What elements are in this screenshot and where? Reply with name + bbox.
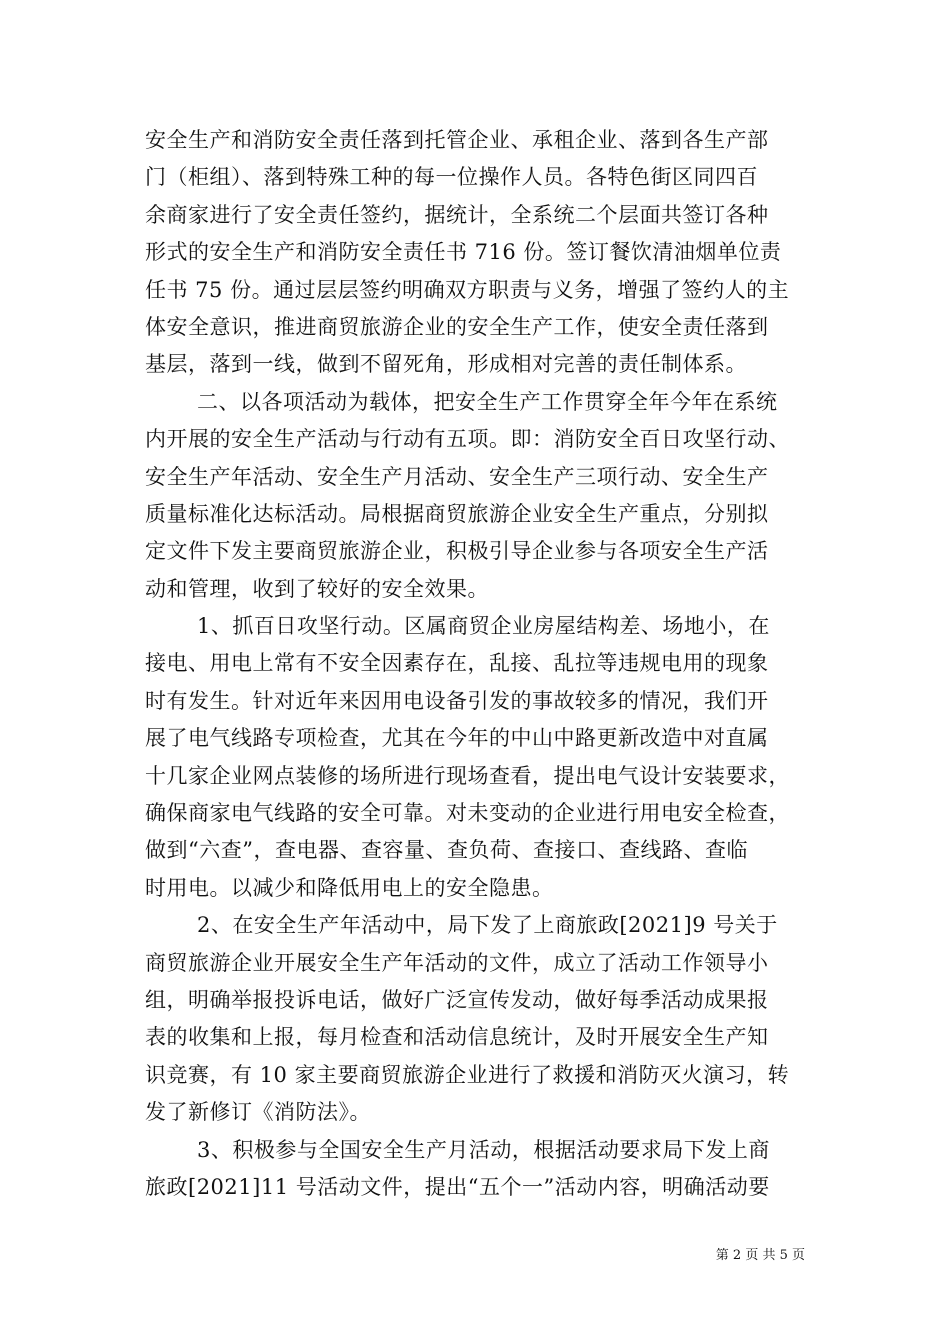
text-line: 接电、用电上常有不安全因素存在，乱接、乱拉等违规电用的现象 xyxy=(145,651,769,676)
text-line: 2、在安全生产年活动中，局下发了上商旅政[2021]9 号关于 xyxy=(197,913,778,938)
text-line: 体安全意识，推进商贸旅游企业的安全生产工作，使安全责任落到 xyxy=(145,314,769,339)
text-line: 基层，落到一线，做到不留死角，形成相对完善的责任制体系。 xyxy=(145,352,747,377)
text-line: 识竞赛，有 10 家主要商贸旅游企业进行了救援和消防灭火演习，转 xyxy=(145,1062,790,1087)
body-text xyxy=(145,122,815,1206)
text-line: 商贸旅游企业开展安全生产年活动的文件，成立了活动工作领导小 xyxy=(145,950,769,975)
paragraph-item-three xyxy=(145,1132,815,1207)
text-line: 质量标准化达标活动。局根据商贸旅游企业安全生产重点，分别拟 xyxy=(145,501,769,526)
text-line: 表的收集和上报，每月检查和活动信息统计，及时开展安全生产知 xyxy=(145,1025,769,1050)
paragraph-section-two xyxy=(145,384,815,608)
paragraph-responsibility xyxy=(145,122,815,384)
text-line: 动和管理，收到了较好的安全效果。 xyxy=(145,576,489,601)
text-line: 形式的安全生产和消防安全责任书 716 份。签订餐饮清油烟单位责 xyxy=(145,240,782,265)
text-line: 确保商家电气线路的安全可靠。对未变动的企业进行用电安全检查， xyxy=(145,801,790,826)
text-line: 余商家进行了安全责任签约，据统计，全系统二个层面共签订各种 xyxy=(145,202,769,227)
text-line: 任书 75 份。通过层层签约明确双方职责与义务，增强了签约人的主 xyxy=(145,277,790,302)
text-line: 组，明确举报投诉电话，做好广泛宣传发动，做好每季活动成果报 xyxy=(145,987,769,1012)
text-line: 十几家企业网点装修的场所进行现场查看，提出电气设计安装要求， xyxy=(145,763,790,788)
text-line: 二、以各项活动为载体，把安全生产工作贯穿全年今年在系统 xyxy=(197,389,778,414)
text-line: 门（柜组）、落到特殊工种的每一位操作人员。各特色街区同四百 xyxy=(145,165,758,190)
text-line: 旅政[2021]11 号活动文件，提出“五个一”活动内容，明确活动要 xyxy=(145,1174,770,1199)
text-line: 展了电气线路专项检查，尤其在今年的中山中路更新改造中对直属 xyxy=(145,726,769,751)
paragraph-item-two xyxy=(145,907,815,1131)
text-line: 安全生产和消防安全责任落到托管企业、承租企业、落到各生产部 xyxy=(145,128,769,152)
text-line: 做到“六查”，查电器、查容量、查负荷、查接口、查线路、查临 xyxy=(145,838,748,863)
text-line: 定文件下发主要商贸旅游企业，积极引导企业参与各项安全生产活 xyxy=(145,539,769,564)
text-line: 发了新修订《消防法》。 xyxy=(145,1100,371,1125)
text-line: 安全生产年活动、安全生产月活动、安全生产三项行动、安全生产 xyxy=(145,464,769,489)
paragraph-item-one xyxy=(145,608,815,907)
text-line: 1、抓百日攻坚行动。区属商贸企业房屋结构差、场地小，在 xyxy=(197,614,770,639)
text-line: 时用电。以减少和降低用电上的安全隐患。 xyxy=(145,875,554,900)
text-line: 3、积极参与全国安全生产月活动，根据活动要求局下发上商 xyxy=(197,1137,770,1162)
page-number-footer: 第 2 页 共 5 页 xyxy=(715,1248,805,1263)
text-line: 时有发生。针对近年来因用电设备引发的事故较多的情况，我们开 xyxy=(145,688,769,713)
text-line: 内开展的安全生产活动与行动有五项。即：消防安全百日攻坚行动、 xyxy=(145,427,790,452)
